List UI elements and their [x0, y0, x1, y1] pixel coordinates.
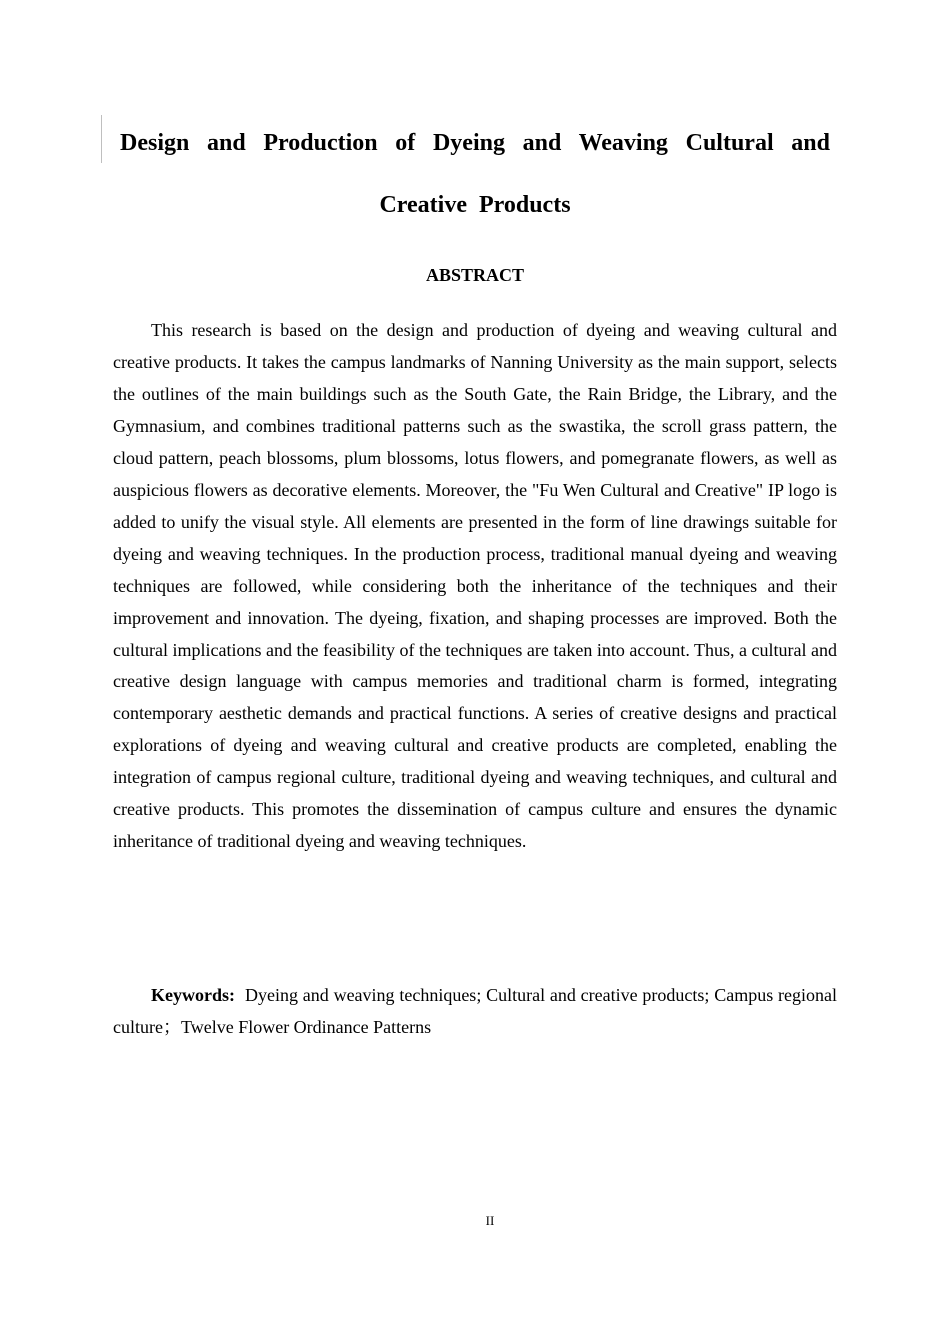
paper-title [113, 112, 837, 236]
abstract-body: This research is based on the design and production of dyeing and weaving cultural and creative products. It takes the campus landmarks of Nanning University as the main support, selects the outlines of the main buildings such as the South Gate, the Rain Bridge, the Library, and the Gymnasium, and combines traditional patterns such as the swastika, the scroll grass pattern, the cloud pattern, peach blossoms, plum blossoms, lotus flowers, and pomegranate flowers, as well as auspicious flowers as decorative elements. Moreover, the "Fu Wen Cultural and Creative" IP logo is added to unify the visual style. All elements are presented in the form of line drawings suitable for dyeing and weaving techniques. In the production process, traditional manual dyeing and weaving techniques are followed, while considering both the inheritance of the techniques and their improvement and innovation. The dyeing, fixation, and shaping processes are improved. Both the cultural implications and the feasibility of the techniques are taken into account. Thus, a cultural and creative design language with campus memories and traditional charm is formed, integrating contemporary aesthetic demands and practical functions. A series of creative designs and practical explorations of dyeing and weaving cultural and creative products are completed, enabling the integration of campus regional culture, traditional dyeing and weaving techniques, and cultural and creative products. This promotes the dissemination of campus culture and ensures the dynamic inheritance of traditional dyeing and weaving techniques. [113, 320, 837, 852]
page-number: II [485, 1213, 495, 1228]
keywords-paragraph [113, 979, 837, 1043]
paper-title-line-1: Design and Production of Dyeing and Weaving Cultural and [120, 130, 830, 156]
paper-title-line-2: Creative Products [379, 192, 571, 218]
keywords-text: Dyeing and weaving techniques; Cultural and creative products; Campus regional culture；Twelve Flower Ordinance Patterns [113, 985, 837, 1037]
keywords-label: Keywords: [151, 985, 235, 1005]
margin-mark [101, 115, 102, 163]
abstract-heading: ABSTRACT [425, 265, 525, 285]
